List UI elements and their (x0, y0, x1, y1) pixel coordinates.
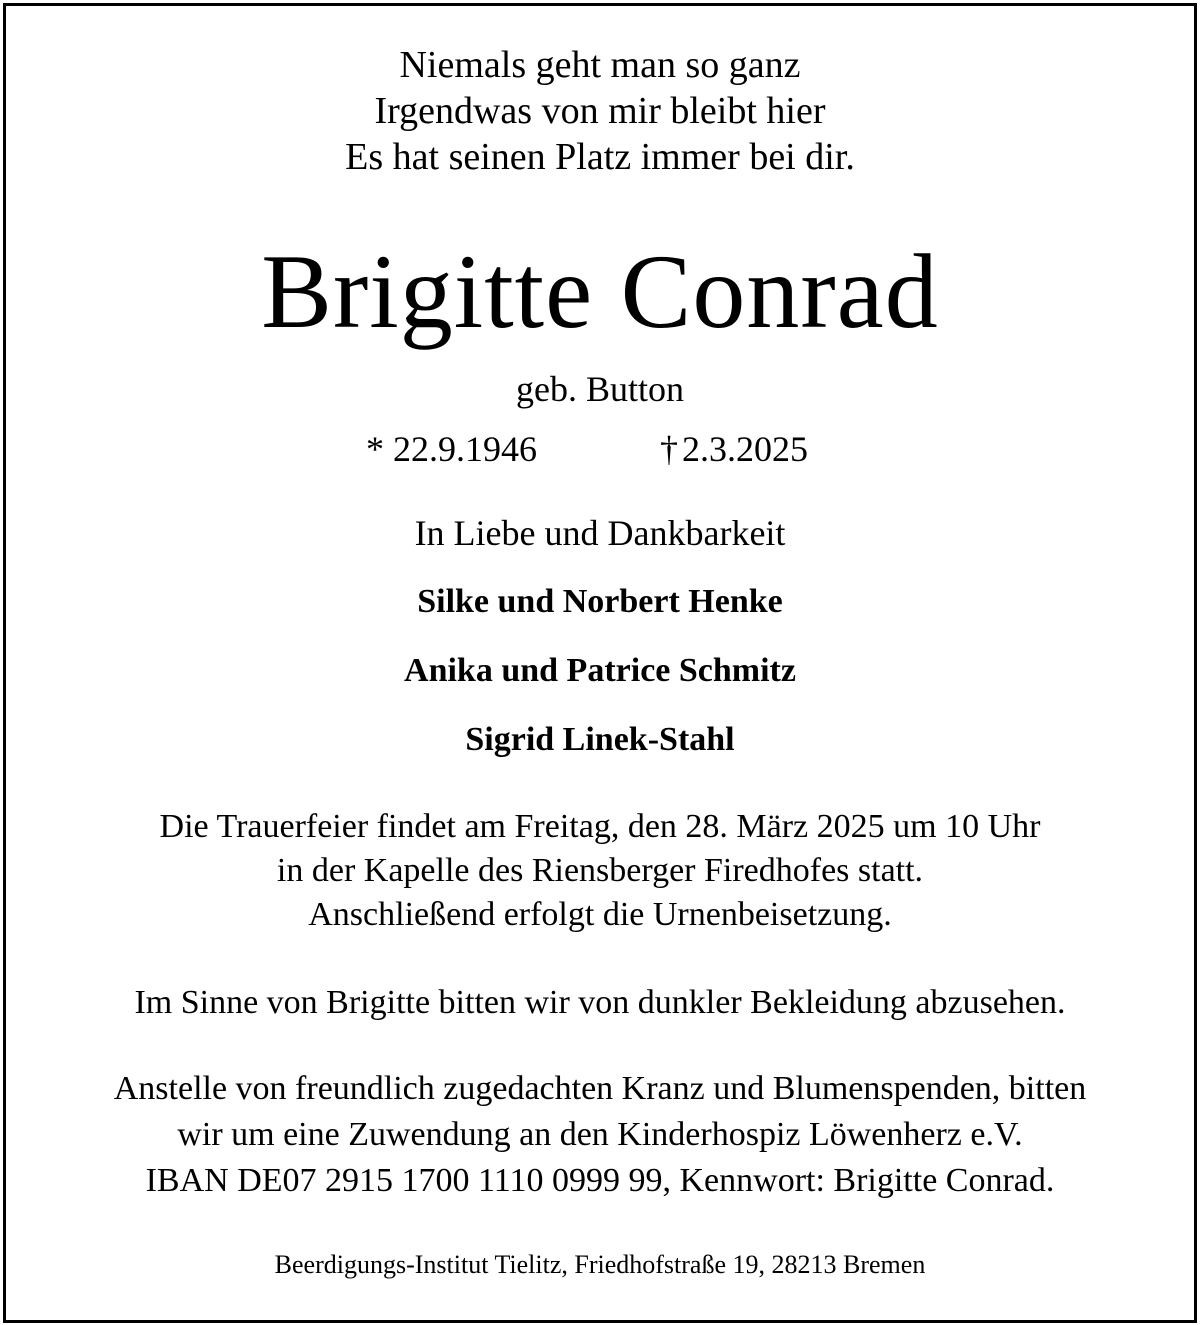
poem-line-3: Es hat seinen Platz immer bei dir. (345, 136, 855, 178)
death-date-value: 2.3.2025 (682, 429, 808, 469)
donation-line-3: IBAN DE07 2915 1700 1110 0999 99, Kennwort: Brigitte Conrad. (145, 1162, 1055, 1199)
mourner-2: Anika und Patrice Schmitz (404, 652, 796, 689)
funeral-line-1: Die Trauerfeier findet am Freitag, den 28. März 2025 um 10 Uhr (159, 808, 1041, 845)
dress-note: Im Sinne von Brigitte bitten wir von dunkler Bekleidung abzusehen. (134, 984, 1066, 1021)
donation-line-2: wir um eine Zuwendung an den Kinderhospiz Löwenherz e.V. (177, 1116, 1023, 1153)
deceased-name: Brigitte Conrad (261, 233, 939, 350)
dagger-icon: † (660, 429, 678, 469)
birth-date (366, 428, 537, 470)
life-dates (0, 428, 1200, 472)
mourner-3: Sigrid Linek-Stahl (465, 721, 735, 758)
donation-line-1: Anstelle von freundlich zugedachten Kranz und Blumenspenden, bitten (113, 1070, 1087, 1107)
birth-date-value: 22.9.1946 (393, 429, 537, 469)
dedication: In Liebe und Dankbarkeit (414, 513, 786, 553)
mourner-1: Silke und Norbert Henke (417, 583, 783, 620)
poem-line-2: Irgendwas von mir bleibt hier (374, 90, 826, 132)
funeral-home-footer: Beerdigungs-Institut Tielitz, Friedhofstraße 19, 28213 Bremen (274, 1250, 926, 1279)
maiden-name: geb. Button (516, 369, 684, 409)
poem-line-1: Niemals geht man so ganz (399, 44, 801, 86)
funeral-line-2: in der Kapelle des Riensberger Firedhofes statt. (276, 852, 924, 889)
funeral-line-3: Anschließend erfolgt die Urnenbeisetzung. (308, 896, 892, 933)
birth-symbol: * (366, 429, 384, 469)
death-date (660, 428, 808, 470)
